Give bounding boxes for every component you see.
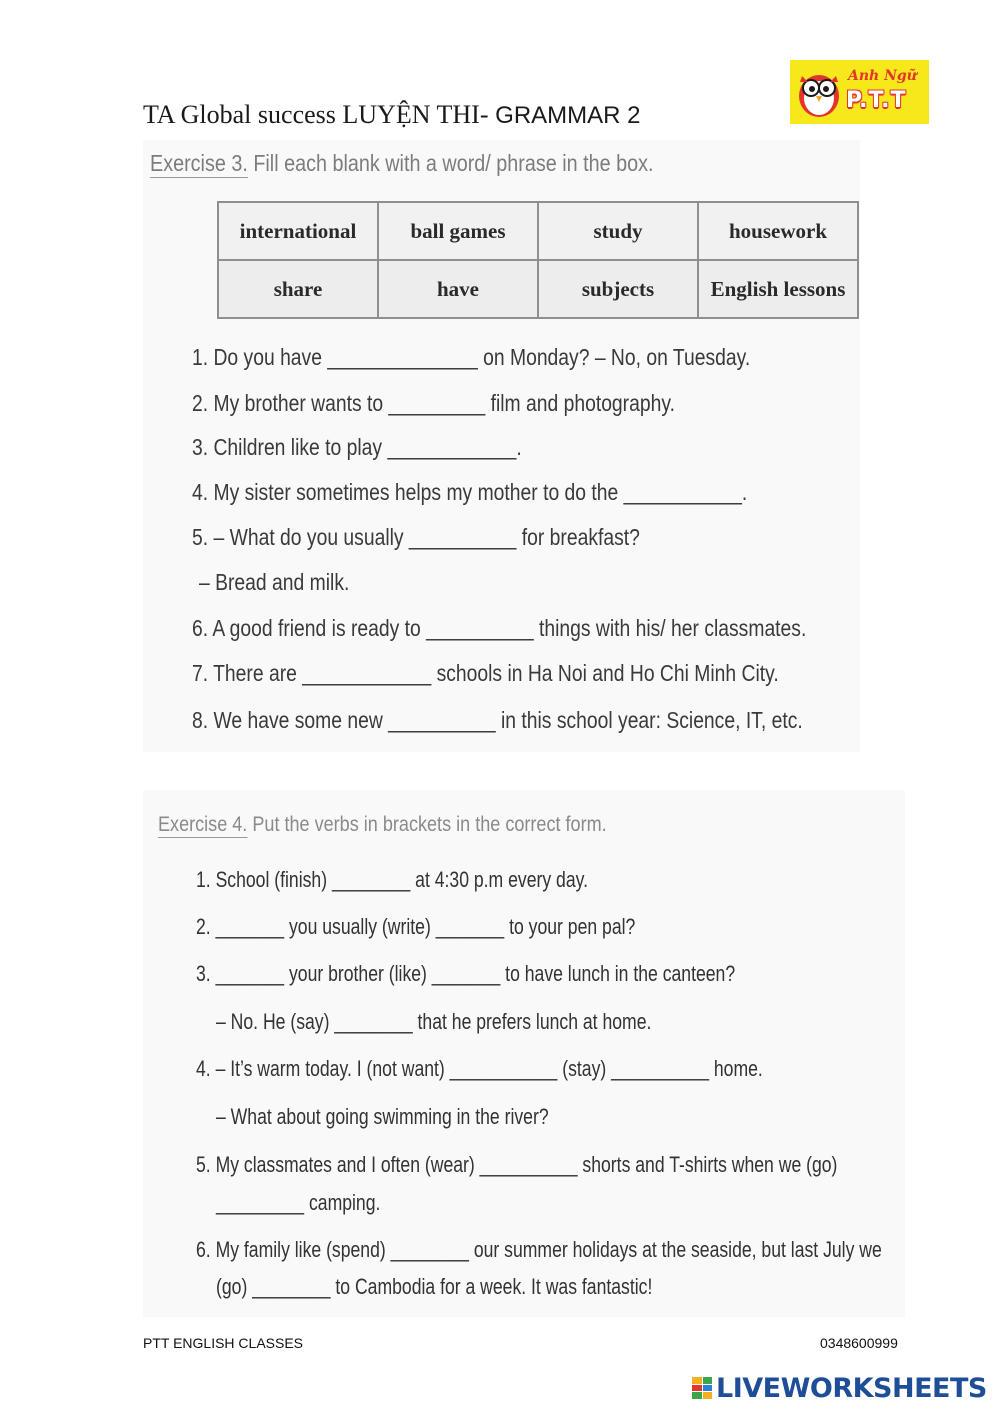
exercise4-instruction: Put the verbs in brackets in the correct form. (247, 813, 607, 836)
liveworksheets-watermark (692, 1373, 987, 1403)
exercise3-heading (150, 150, 654, 177)
exercise4-item-5: 5. My classmates and I often (wear) __________ shorts and T-shirts when we (go) (196, 1152, 838, 1177)
exercise4-heading (158, 813, 607, 837)
exercise3-label: Exercise 3. (150, 150, 248, 176)
exercise3-item-8: 8. We have some new __________ in this school year: Science, IT, etc. (192, 707, 803, 733)
liveworksheets-text: LIVEWORKSHEETS (716, 1372, 987, 1404)
word-box-cell: housework (698, 202, 858, 260)
exercise4-item-6: 6. My family like (spend) ________ our summer holidays at the seaside, but last July we (196, 1237, 882, 1262)
footer-school-name: PTT ENGLISH CLASSES (143, 1335, 304, 1351)
footer-phone: 0348600999 (820, 1335, 898, 1351)
logo-name: P.T.T (846, 88, 907, 113)
word-box-cell: subjects (538, 260, 698, 318)
exercise3-item-3: 3. Children like to play ____________. (192, 434, 522, 460)
word-box-cell: study (538, 202, 698, 260)
exercise3-item-6: 6. A good friend is ready to __________ things with his/ her classmates. (192, 615, 807, 641)
word-box-table (217, 201, 859, 319)
exercise3-item-5: 5. – What do you usually __________ for breakfast? (192, 524, 640, 550)
title-serif: TA Global success LUYỆN THI- (143, 100, 489, 129)
owl-icon (796, 66, 842, 118)
exercise4-item-3: 3. _______ your brother (like) _______ to have lunch in the canteen? (196, 961, 736, 986)
word-box-cell: international (218, 202, 378, 260)
exercise4-item-1: 1. School (finish) ________ at 4:30 p.m every day. (196, 867, 588, 892)
brand-logo (790, 60, 929, 124)
exercise4-label: Exercise 4. (158, 813, 248, 836)
title-sans: GRAMMAR 2 (488, 102, 641, 129)
exercise3-instruction: Fill each blank with a word/ phrase in the box. (247, 150, 654, 176)
word-box-cell: have (378, 260, 538, 318)
exercise4-item-3-answer: – No. He (say) ________ that he prefers lunch at home. (216, 1009, 652, 1034)
word-box-cell: English lessons (698, 260, 858, 318)
exercise3-item-7: 7. There are ____________ schools in Ha Noi and Ho Chi Minh City. (192, 660, 779, 686)
word-box-cell: share (218, 260, 378, 318)
logo-subtitle: Anh Ngữ (848, 68, 917, 84)
exercise3-item-5-answer: – Bread and milk. (199, 569, 350, 595)
exercise4-item-4: 4. – It’s warm today. I (not want) ___________ (stay) __________ home. (196, 1056, 763, 1081)
word-box-row (218, 260, 858, 318)
exercise4-item-4-answer: – What about going swimming in the river? (216, 1104, 549, 1129)
exercise4-item-6-cont: (go) ________ to Cambodia for a week. It was fantastic! (216, 1274, 653, 1299)
exercise4-item-2: 2. _______ you usually (write) _______ to your pen pal? (196, 914, 636, 939)
exercise3-item-4: 4. My sister sometimes helps my mother to do the ___________. (192, 479, 748, 505)
page-title (143, 100, 641, 130)
word-box-row (218, 202, 858, 260)
exercise3-item-1: 1. Do you have ______________ on Monday? – No, on Tuesday. (192, 344, 751, 370)
exercise3-item-2: 2. My brother wants to _________ film and photography. (192, 390, 675, 416)
exercise4-item-5-cont: _________ camping. (216, 1190, 381, 1215)
word-box-cell: ball games (378, 202, 538, 260)
liveworksheets-logo-icon (692, 1377, 712, 1399)
